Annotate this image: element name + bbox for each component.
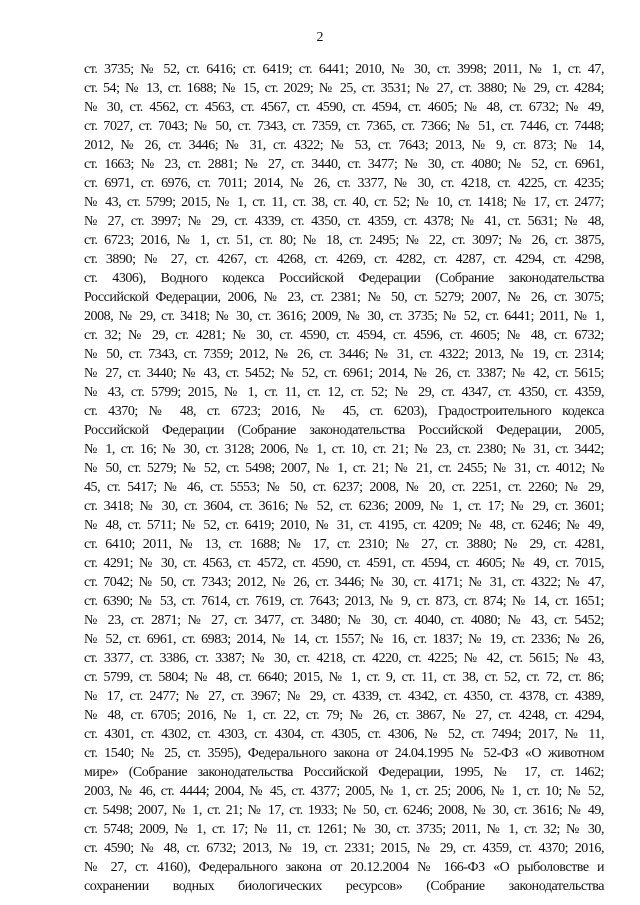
text-line: № 1, ст. 16; № 30, ст. 3128; 2006, № 1, ст. 10, ст. 21; № 23, ст. 2380; № 31, ст. 3442;: [84, 442, 604, 457]
text-line: № 43, ст. 5799; 2015, № 1, ст. 11, ст. 38, ст. 40, ст. 52; № 10, ст. 1418; № 17, ст. 2477;: [84, 195, 604, 210]
text-line: № 27, ст. 4160), Федерального закона от 20.12.2004 № 166-ФЗ «О рыболовстве и: [84, 860, 604, 875]
text-line: Российской Федерации, 2006, № 23, ст. 2381; № 50, ст. 5279; 2007, № 26, ст. 3075;: [84, 290, 604, 305]
text-line: ст. 7027, ст. 7043; № 50, ст. 7343, ст. 7359, ст. 7365, ст. 7366; № 51, ст. 7446, ст. 7448;: [84, 119, 604, 134]
text-line: ст. 54; № 13, ст. 1688; № 15, ст. 2029; № 25, ст. 3531; № 27, ст. 3880; № 29, ст. 4284;: [84, 81, 604, 96]
text-line: № 27, ст. 3997; № 29, ст. 4339, ст. 4350, ст. 4359, ст. 4378; № 41, ст. 5631; № 48,: [84, 214, 604, 229]
text-line: ст. 3418; № 30, ст. 3604, ст. 3616; № 52, ст. 6236; 2009, № 1, ст. 17; № 29, ст. 3601;: [84, 499, 604, 514]
text-line: ст. 1540; № 25, ст. 3595), Федерального закона от 24.04.1995 № 52-ФЗ «О животном: [84, 746, 604, 761]
text-line: ст. 3735; № 52, ст. 6416; ст. 6419; ст. 6441; 2010, № 30, ст. 3998; 2011, № 1, ст. 47,: [84, 62, 604, 77]
text-line: ст. 1663; № 23, ст. 2881; № 27, ст. 3440, ст. 3477; № 30, ст. 4080; № 52, ст. 6961,: [84, 157, 604, 172]
text-line: № 27, ст. 3440; № 43, ст. 5452; № 52, ст. 6961; 2014, № 26, ст. 3387; № 42, ст. 5615;: [84, 366, 604, 381]
text-line: мире» (Собрание законодательства Российской Федерации, 1995, № 17, ст. 1462;: [84, 765, 604, 780]
text-line: ст. 7042; № 50, ст. 7343; 2012, № 26, ст. 3446; № 30, ст. 4171; № 31, ст. 4322; № 47,: [84, 575, 604, 590]
text-line: № 50, ст. 5279; № 52, ст. 5498; 2007, № 1, ст. 21; № 21, ст. 2455; № 31, ст. 4012; №: [84, 461, 604, 476]
text-line: ст. 4590; № 48, ст. 6732; 2013, № 19, ст. 2331; 2015, № 29, ст. 4359, ст. 4370; 2016,: [84, 841, 604, 856]
text-line: ст. 4301, ст. 4302, ст. 4303, ст. 4304, ст. 4305, ст. 4306, № 52, ст. 7494; 2017, № 11,: [84, 727, 604, 742]
text-line: ст. 3377, ст. 3386, ст. 3387; № 30, ст. 4218, ст. 4220, ст. 4225; № 42, ст. 5615; № 43,: [84, 651, 604, 666]
text-line: ст. 3890; № 27, ст. 4267, ст. 4268, ст. 4269, ст. 4282, ст. 4287, ст. 4294, ст. 4298,: [84, 252, 604, 267]
text-line: Российской Федерации (Собрание законодательства Российской Федерации, 2005,: [84, 423, 604, 438]
text-line: № 48, ст. 6705; 2016, № 1, ст. 22, ст. 79; № 26, ст. 3867, № 27, ст. 4248, ст. 4294,: [84, 708, 604, 723]
text-line: ст. 6410; 2011, № 13, ст. 1688; № 17, ст. 2310; № 27, ст. 3880; № 29, ст. 4281,: [84, 537, 604, 552]
text-line: ст. 6723; 2016, № 1, ст. 51, ст. 80; № 18, ст. 2495; № 22, ст. 3097; № 26, ст. 3875,: [84, 233, 604, 248]
text-line: ст. 5498; 2007, № 1, ст. 21; № 17, ст. 1933; № 50, ст. 6246; 2008, № 30, ст. 3616; № 49,: [84, 803, 604, 818]
text-line: № 23, ст. 2871; № 27, ст. 3477, ст. 3480; № 30, ст. 4040, ст. 4080; № 43, ст. 5452;: [84, 613, 604, 628]
text-line: № 30, ст. 4562, ст. 4563, ст. 4567, ст. 4590, ст. 4594, ст. 4605; № 48, ст. 6732; № 49,: [84, 100, 604, 115]
text-line: № 43, ст. 5799; 2015, № 1, ст. 11, ст. 12, ст. 52; № 29, ст. 4347, ст. 4350, ст. 4359,: [84, 385, 604, 400]
text-line: № 50, ст. 7343, ст. 7359; 2012, № 26, ст. 3446; № 31, ст. 4322; 2013, № 19, ст. 2314;: [84, 347, 604, 362]
text-line: ст. 4306), Водного кодекса Российской Федерации (Собрание законодательства: [84, 271, 604, 286]
text-line: ст. 6390; № 53, ст. 7614, ст. 7619, ст. 7643; 2013, № 9, ст. 873, ст. 874; № 14, ст. 1651;: [84, 594, 604, 609]
text-line: 45, ст. 5417; № 46, ст. 5553; № 50, ст. 6237; 2008, № 20, ст. 2251, ст. 2260; № 29,: [84, 480, 604, 495]
text-line: ст. 5799, ст. 5804; № 48, ст. 6640; 2015, № 1, ст. 9, ст. 11, ст. 38, ст. 52, ст. 72, ст. 86;: [84, 670, 604, 685]
text-line: 2008, № 29, ст. 3418; № 30, ст. 3616; 2009, № 30, ст. 3735; № 52, ст. 6441; 2011, № 1,: [84, 309, 604, 324]
text-line: ст. 4370; № 48, ст. 6723; 2016, № 45, ст. 6203), Градостроительного кодекса: [84, 404, 604, 419]
text-line: № 52, ст. 6961, ст. 6983; 2014, № 14, ст. 1557; № 16, ст. 1837; № 19, ст. 2336; № 26,: [84, 632, 604, 647]
page-number: 2: [316, 30, 324, 45]
text-line: ст. 4291; № 30, ст. 4563, ст. 4572, ст. 4590, ст. 4591, ст. 4594, ст. 4605; № 49, ст. 7015,: [84, 556, 604, 571]
text-line: ст. 6971, ст. 6976, ст. 7011; 2014, № 26, ст. 3377, № 30, ст. 4218, ст. 4225, ст. 4235;: [84, 176, 604, 191]
body-text: [84, 60, 604, 896]
text-line: № 17, ст. 2477; № 27, ст. 3967; № 29, ст. 4339, ст. 4342, ст. 4350, ст. 4378, ст. 4389,: [84, 689, 604, 704]
text-line: № 48, ст. 5711; № 52, ст. 6419; 2010, № 31, ст. 4195, ст. 4209; № 48, ст. 6246; № 49,: [84, 518, 604, 533]
text-line: ст. 5748; 2009, № 1, ст. 17; № 11, ст. 1261; № 30, ст. 3735; 2011, № 1, ст. 32; № 30,: [84, 822, 604, 837]
text-line: 2003, № 46, ст. 4444; 2004, № 45, ст. 4377; 2005, № 1, ст. 25; 2006, № 1, ст. 10; № 52,: [84, 784, 604, 799]
text-line: 2012, № 26, ст. 3446; № 31, ст. 4322; № 53, ст. 7643; 2013, № 9, ст. 873; № 14,: [84, 138, 604, 153]
text-line: сохранении водных биологических ресурсов» (Собрание законодательства: [84, 879, 604, 894]
text-line: ст. 32; № 29, ст. 4281; № 30, ст. 4590, ст. 4594, ст. 4596, ст. 4605; № 48, ст. 6732;: [84, 328, 604, 343]
